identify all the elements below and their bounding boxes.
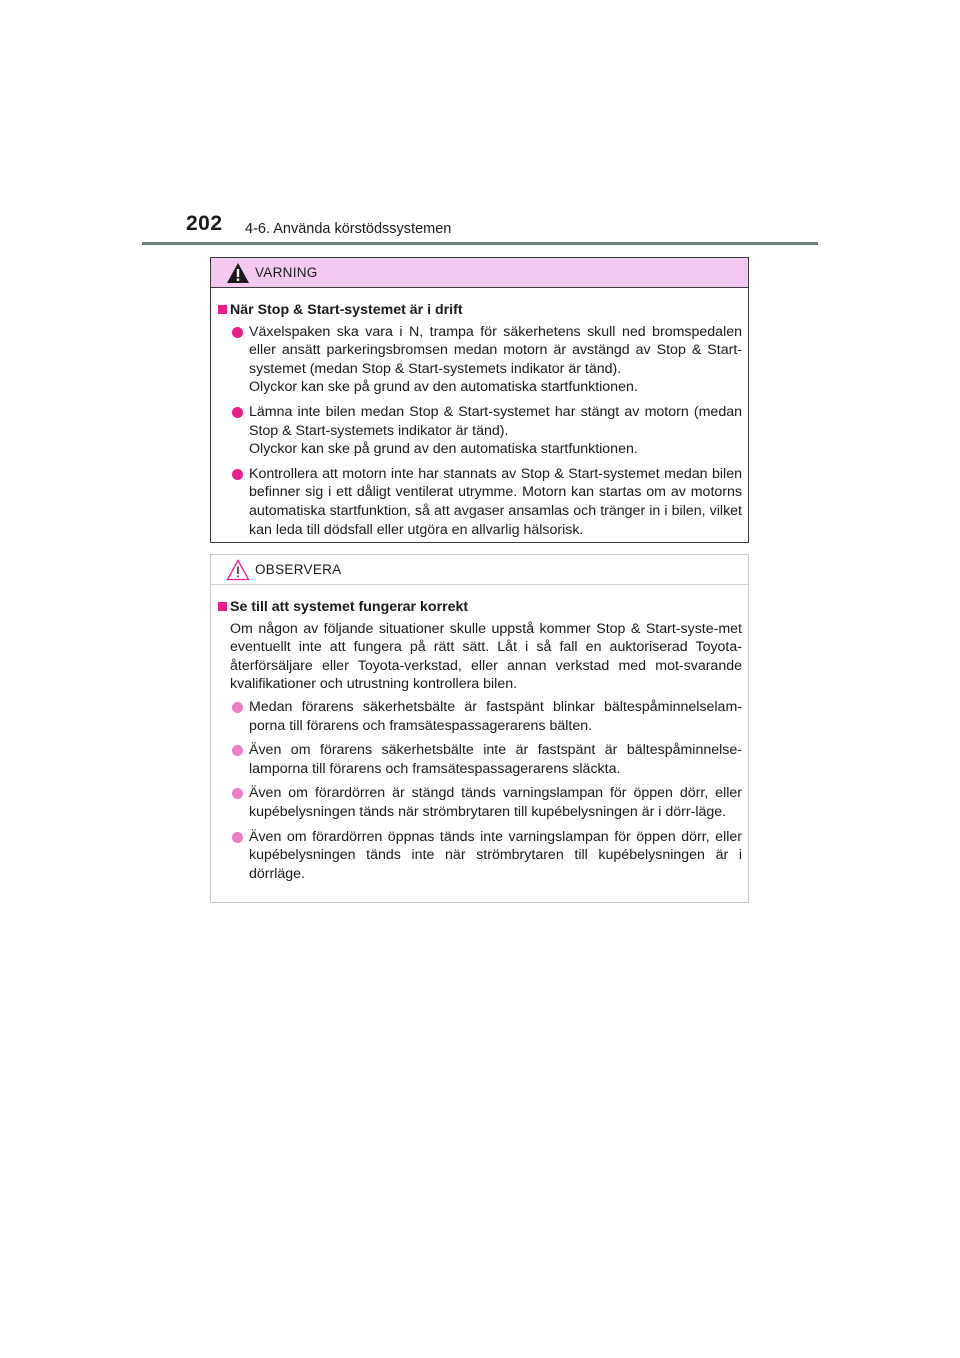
warning-bullet	[218, 465, 742, 539]
notice-bullet	[218, 828, 742, 884]
square-bullet-icon	[218, 602, 227, 611]
round-bullet-icon	[232, 788, 243, 799]
round-bullet-icon	[232, 407, 243, 418]
notice-bullet	[218, 784, 742, 821]
notice-bullet-text: Även om förardörren är stängd tänds varningslampan för öppen dörr, eller kupébelysningen tänds när strömbrytaren till kupébelysningen är i dörr-läge.	[249, 785, 742, 820]
square-bullet-icon	[218, 305, 227, 314]
round-bullet-icon	[232, 832, 243, 843]
notice-heading	[218, 598, 742, 617]
notice-bullet	[218, 741, 742, 778]
warning-bullet-text: Växelspaken ska vara i N, trampa för säkerhetens skull ned bromspedalen eller ansätt parkeringsbromsen medan motorn är avstängd av Stop & Start-systemet (medan Stop & Start-systemets indikator är tänd).	[249, 323, 742, 377]
warning-bullet-text: Lämna inte bilen medan Stop & Start-systemet har stängt av motorn (medan Stop & Start-systemets indikator är tänd).	[249, 403, 742, 439]
notice-heading-text: Se till att systemet fungerar korrekt	[230, 599, 469, 615]
round-bullet-icon	[232, 469, 243, 480]
warning-bullet-text: Kontrollera att motorn inte har stannats av Stop & Start-systemet medan bilen befinner sig i ett dåligt ventilerat utrymme. Motorn kan startas om av motorns automatiska startfunktion, så att avgaser ansamlas och tränger in i bilen, vilket kan leda till dödsfall eller utgöra en allvarlig hälsorisk.	[249, 465, 742, 538]
notice-header	[211, 555, 748, 585]
warning-heading	[218, 301, 742, 320]
warning-bullet	[218, 323, 742, 397]
round-bullet-icon	[232, 327, 243, 338]
notice-box	[210, 554, 749, 903]
page-number: 202	[186, 212, 223, 235]
round-bullet-icon	[232, 745, 243, 756]
warning-bullet-note: Olyckor kan ske på grund av den automatiska startfunktionen.	[249, 379, 638, 396]
round-bullet-icon	[232, 702, 243, 713]
header-rule	[142, 242, 818, 245]
notice-bullet-text: Även om förarens säkerhetsbälte inte är fastspänt är bältespåminnelse-lamporna till förarens och framsätespassagerarens släckta.	[249, 742, 742, 777]
warning-label: VARNING	[255, 265, 318, 280]
warning-triangle-icon	[226, 262, 250, 284]
notice-intro: Om någon av följande situationer skulle uppstå kommer Stop & Start-syste-met eventuellt inte att fungera på rätt sätt. Låt i så fall en auktoriserad Toyota-återförsäljare eller Toyota-verkstad, eller annan verkstad med mot-svarande kvalifikationer och utrustning kontrollera bilen.	[230, 620, 742, 693]
notice-bullet-text: Medan förarens säkerhetsbälte är fastspänt blinkar bältespåminnelselam-porna till förarens och framsätespassagerarens bälten.	[249, 698, 742, 734]
notice-bullet	[218, 698, 742, 735]
warning-heading-text: När Stop & Start-systemet är i drift	[230, 302, 463, 318]
notice-label: OBSERVERA	[255, 562, 342, 577]
caution-triangle-outline-icon	[226, 559, 250, 581]
warning-bullet-note: Olyckor kan ske på grund av den automatiska startfunktionen.	[249, 441, 638, 458]
warning-box	[210, 257, 749, 543]
warning-bullet	[218, 403, 742, 459]
notice-bullet-text: Även om förardörren öppnas tänds inte varningslampan för öppen dörr, eller kupébelysningen tänds inte när strömbrytaren till kupébelysningen är i dörrläge.	[249, 828, 742, 882]
warning-header	[211, 258, 748, 288]
section-title: 4-6. Använda körstödssystemen	[245, 221, 452, 237]
